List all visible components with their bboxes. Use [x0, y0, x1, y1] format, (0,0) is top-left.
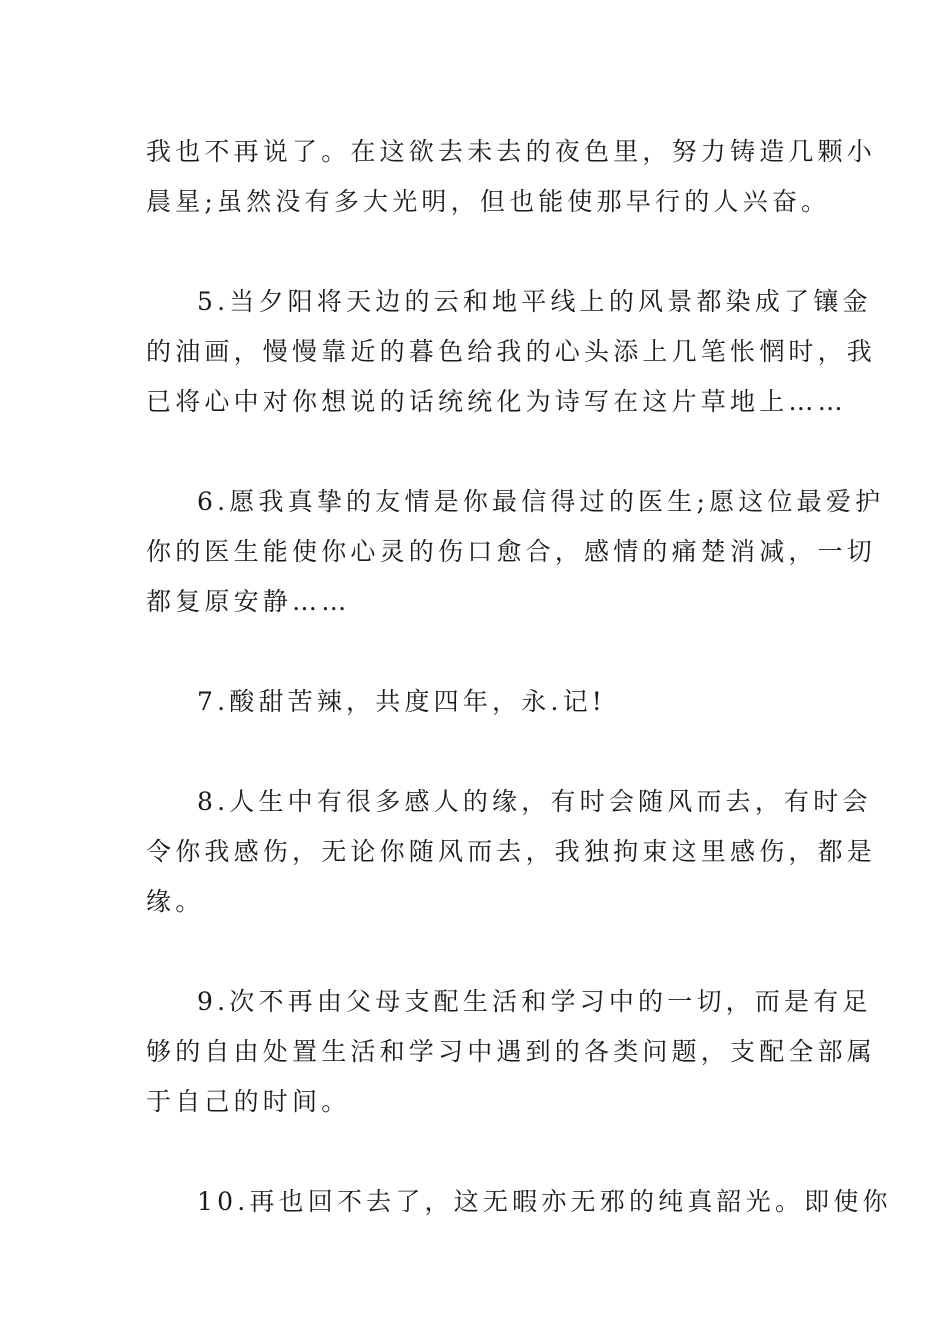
text-line-2: 晨星;虽然没有多大光明，但也能使那早行的人兴奋。 — [146, 187, 831, 216]
paragraph-8-line-2: 令你我感伤，无论你随风而去，我独拘束这里感伤，都是 — [146, 837, 877, 866]
paragraph-8-line-3: 缘。 — [146, 887, 205, 916]
paragraph-9-line-3: 于自己的时间。 — [146, 1087, 351, 1116]
paragraph-5-line-3: 已将心中对你想说的话统统化为诗写在这片草地上…… — [146, 387, 847, 416]
paragraph-7-line-1: 7.酸甜苦辣，共度四年，永.记! — [197, 687, 607, 716]
paragraph-10-line-1: 10.再也回不去了，这无暇亦无邪的纯真韶光。即使你 — [197, 1187, 892, 1216]
paragraph-5-line-2: 的油画，慢慢靠近的暮色给我的心头添上几笔怅惘时，我 — [146, 337, 877, 366]
paragraph-9-line-2: 够的自由处置生活和学习中遇到的各类问题，支配全部属 — [146, 1037, 877, 1066]
paragraph-9-line-1: 9.次不再由父母支配生活和学习中的一切，而是有足 — [197, 987, 872, 1016]
paragraph-6-line-1: 6.愿我真挚的友情是你最信得过的医生;愿这位最爱护 — [197, 487, 885, 516]
text-line-1: 我也不再说了。在这欲去未去的夜色里，努力铸造几颗小 — [146, 137, 877, 166]
paragraph-6-line-2: 你的医生能使你心灵的伤口愈合，感情的痛楚消减，一切 — [146, 537, 877, 566]
paragraph-5-line-1: 5.当夕阳将天边的云和地平线上的风景都染成了镶金 — [197, 287, 872, 316]
paragraph-8-line-1: 8.人生中有很多感人的缘，有时会随风而去，有时会 — [197, 787, 872, 816]
paragraph-6-line-3: 都复原安静…… — [146, 587, 351, 616]
